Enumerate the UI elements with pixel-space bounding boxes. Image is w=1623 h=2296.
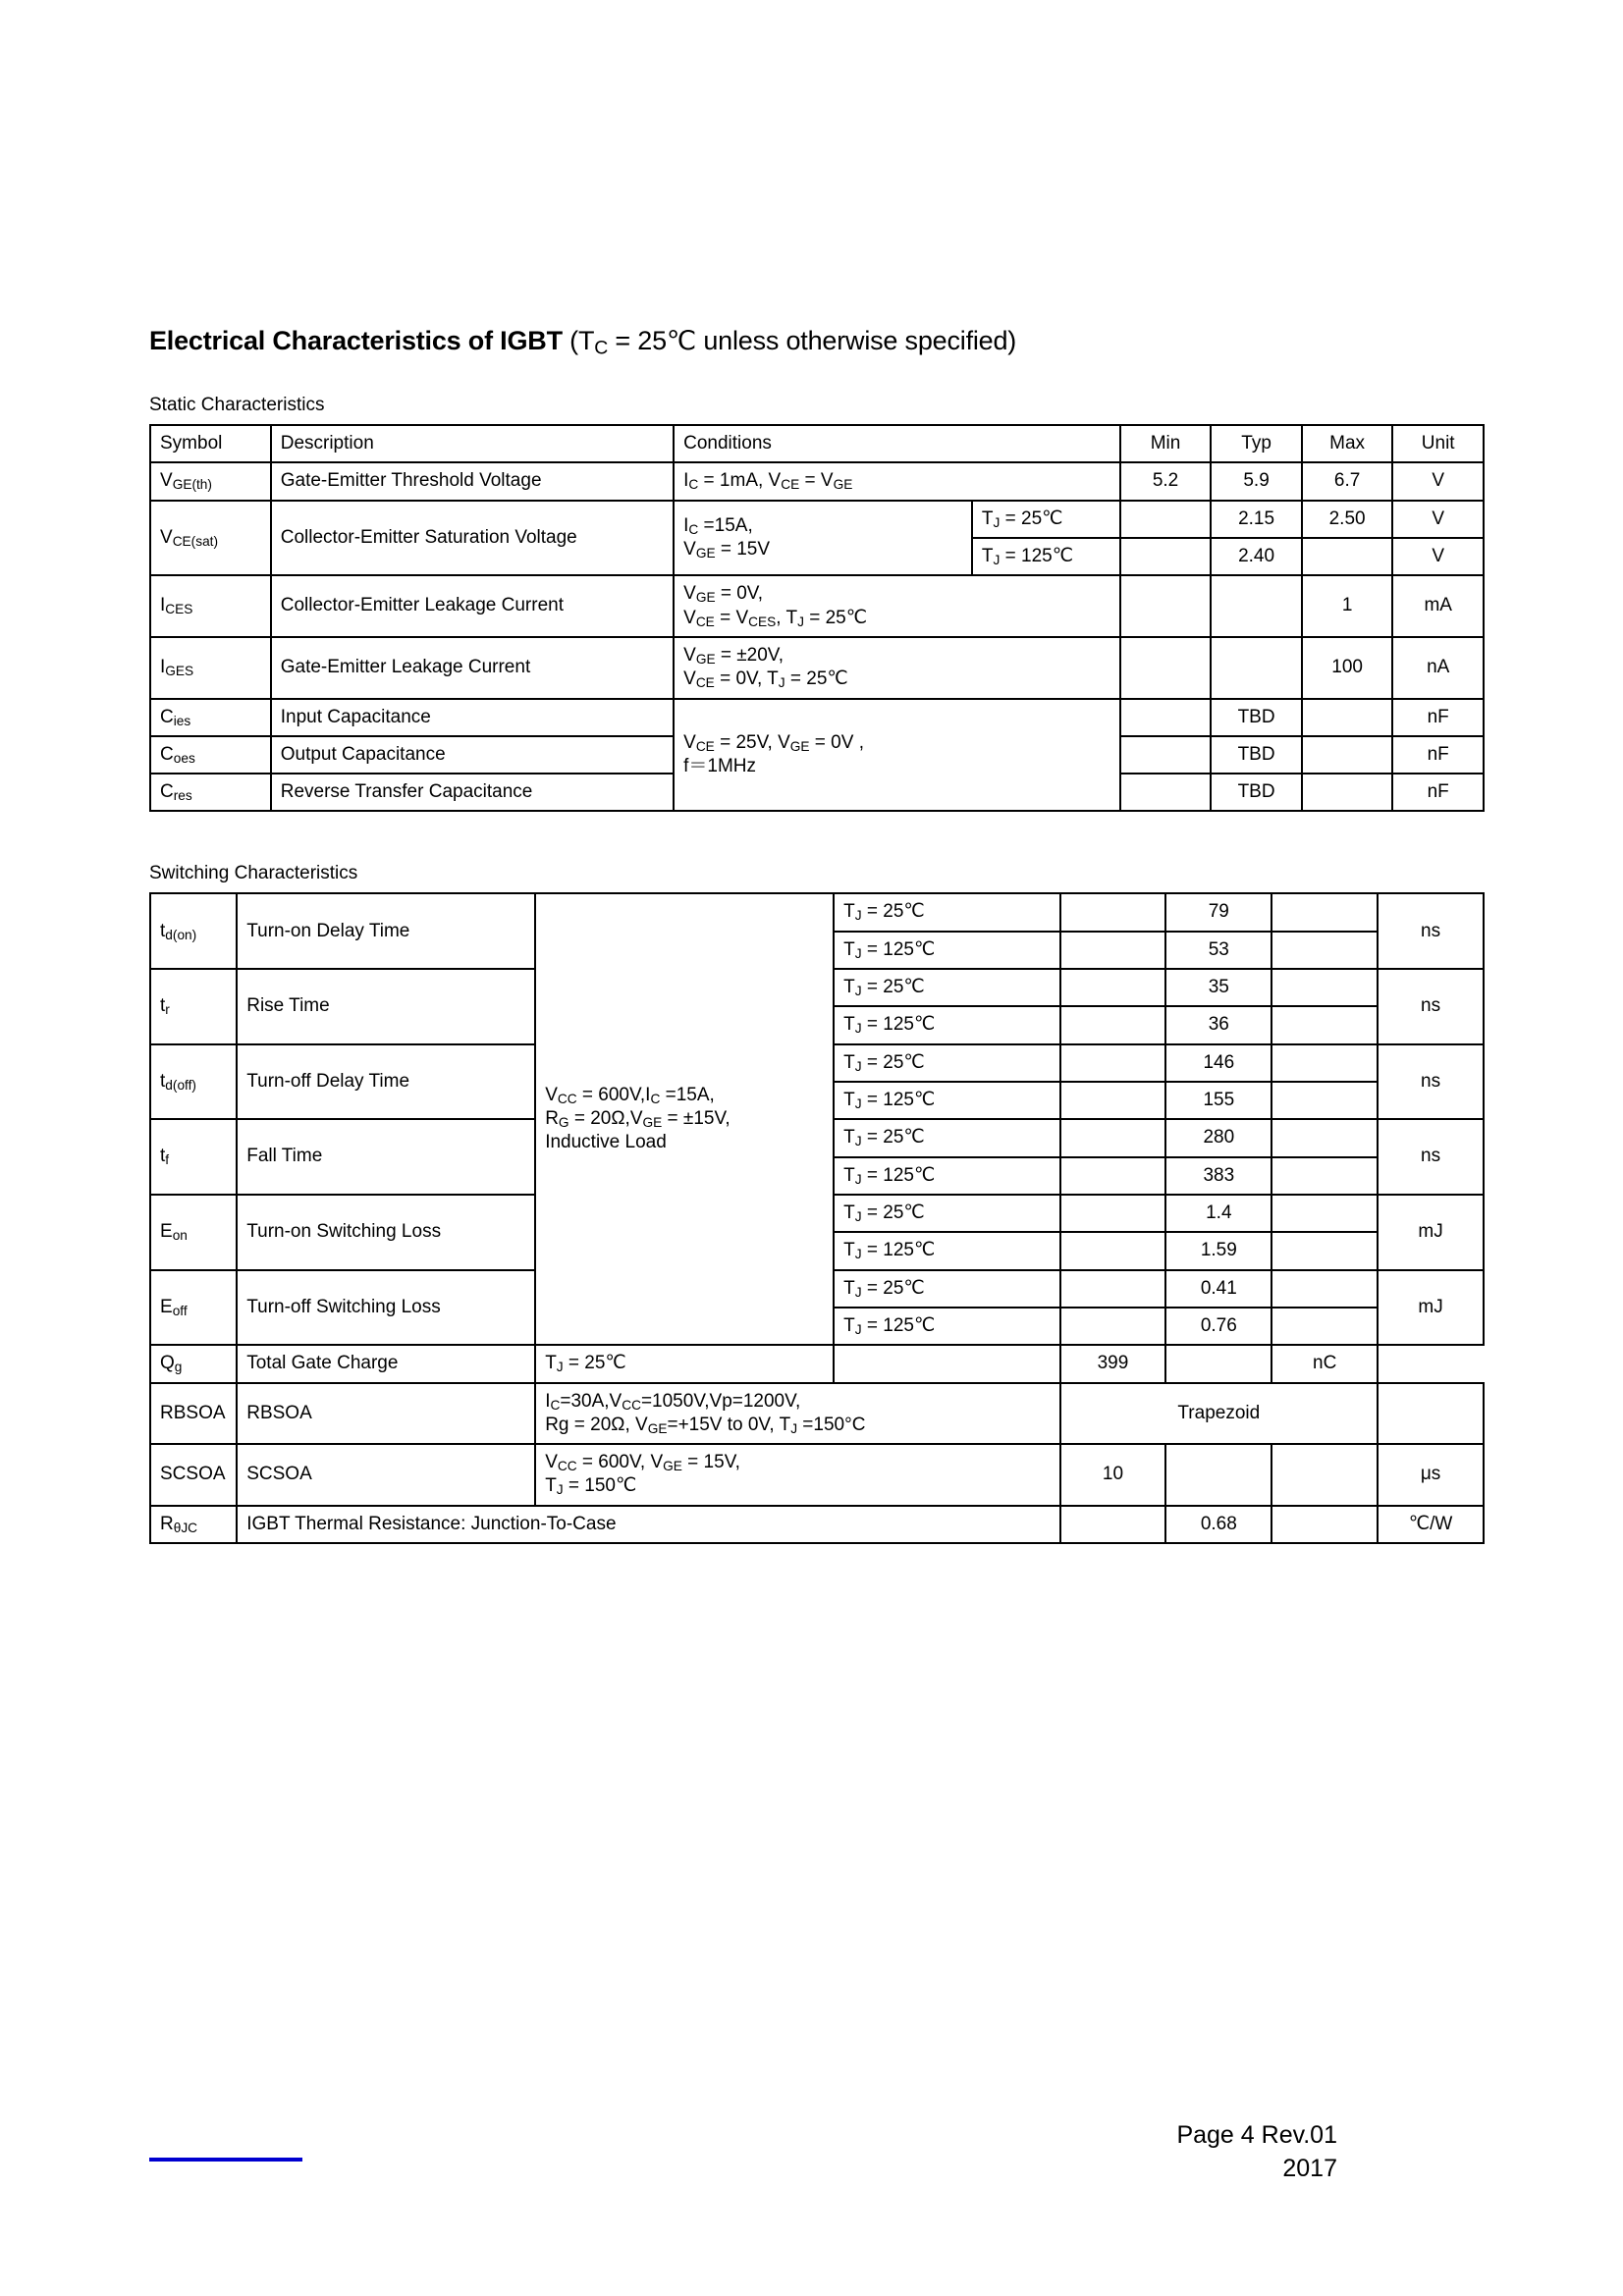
row-description: RBSOA xyxy=(237,1383,535,1445)
row-conditions: $V_{GE} = 0V$, $V_{CE} = V_{CES}$, $T_J$ = 25℃ xyxy=(674,575,1120,637)
header-description: Description xyxy=(271,425,674,462)
row-temperature-condition: $T_J$ = 125℃ xyxy=(834,1006,1059,1043)
row-typ: 79 xyxy=(1165,893,1271,931)
row-max xyxy=(1302,774,1393,811)
row-symbol: $t_{d(off)}$ xyxy=(150,1044,237,1120)
row-temperature-condition: $T_J$ = 25℃ xyxy=(834,1044,1059,1082)
row-min xyxy=(1060,1506,1166,1543)
row-conditions: $I_C = 1mA$, $V_{CE} = V_{GE}$ xyxy=(674,462,1120,500)
row-symbol: $I_{CES}$ xyxy=(150,575,271,637)
header-conditions: Conditions xyxy=(674,425,1120,462)
row-unit: nF xyxy=(1392,699,1484,736)
row-temperature-condition: $T_J$ = 125℃ xyxy=(834,1232,1059,1269)
row-max xyxy=(1271,1082,1378,1119)
row-temperature-condition: $T_J$ = 125℃ xyxy=(834,932,1059,969)
row-typ: 0.68 xyxy=(1165,1506,1271,1543)
row-unit: V xyxy=(1392,501,1484,538)
row-min xyxy=(1060,1308,1166,1345)
row-max xyxy=(1271,1308,1378,1345)
row-temperature-condition: $T_J$ = 125℃ xyxy=(972,538,1120,575)
row-description: Rise Time xyxy=(237,969,535,1044)
row-typ: 36 xyxy=(1165,1006,1271,1043)
row-min xyxy=(834,1345,1059,1382)
table-row xyxy=(150,1444,1484,1506)
row-min xyxy=(1060,932,1166,969)
row-typ: 2.15 xyxy=(1211,501,1302,538)
row-min xyxy=(1060,1082,1166,1119)
row-unit: V xyxy=(1392,462,1484,500)
row-min: 5.2 xyxy=(1120,462,1212,500)
row-temperature-condition: $T_J$ = 25℃ xyxy=(535,1345,834,1382)
row-max: 2.50 xyxy=(1302,501,1393,538)
row-max xyxy=(1271,1232,1378,1269)
row-temperature-condition: $T_J$ = 25℃ xyxy=(834,1119,1059,1156)
row-symbol: $R_{\theta JC}$ xyxy=(150,1506,237,1543)
row-max xyxy=(1271,1119,1378,1156)
row-description: Collector-Emitter Saturation Voltage xyxy=(271,501,674,576)
row-description: Turn-off Delay Time xyxy=(237,1044,535,1120)
row-min xyxy=(1060,1270,1166,1308)
row-min xyxy=(1060,1044,1166,1082)
row-temperature-condition: $T_J$ = 125℃ xyxy=(834,1308,1059,1345)
row-conditions: $I_C=30A,V_{CC}=1050V,Vp=1200V$, Rg = 20Ω, $V_{GE}=+15V$ to 0V, $T_J =150^\circ C$ xyxy=(535,1383,1059,1445)
page-title-rest: ($T_C$ = 25℃ unless otherwise specified) xyxy=(562,326,1017,359)
table-row xyxy=(150,501,1484,538)
row-max xyxy=(1302,736,1393,774)
row-max xyxy=(1302,538,1393,575)
switching-characteristics-caption: Switching Characteristics xyxy=(149,863,358,884)
row-description: Gate-Emitter Leakage Current xyxy=(271,637,674,699)
row-temperature-condition: $T_J$ = 125℃ xyxy=(834,1082,1059,1119)
table-row xyxy=(150,1506,1484,1543)
row-description: Reverse Transfer Capacitance xyxy=(271,774,674,811)
row-min xyxy=(1120,736,1212,774)
switching-conditions: $V_{CC} = 600V,I_C =15A$, $R_G = 20\Omega,V_{GE} = \pm 15V$, Inductive Load xyxy=(535,893,834,1345)
row-unit: V xyxy=(1392,538,1484,575)
row-unit: nF xyxy=(1392,736,1484,774)
footer-hyperlink[interactable] xyxy=(149,2158,302,2162)
static-characteristics-caption: Static Characteristics xyxy=(149,395,325,415)
row-min xyxy=(1120,501,1212,538)
footer-year: 2017 xyxy=(1282,2155,1337,2182)
row-max xyxy=(1271,1044,1378,1082)
row-unit: mA xyxy=(1392,575,1484,637)
table-row xyxy=(150,699,1484,736)
row-typ: TBD xyxy=(1211,699,1302,736)
row-max xyxy=(1271,1195,1378,1232)
row-description: Gate-Emitter Threshold Voltage xyxy=(271,462,674,500)
row-typ: 1.59 xyxy=(1165,1232,1271,1269)
row-typ: 155 xyxy=(1165,1082,1271,1119)
row-symbol: $t_{d(on)}$ xyxy=(150,893,237,969)
row-max xyxy=(1271,1157,1378,1195)
row-typ xyxy=(1211,575,1302,637)
row-description: Total Gate Charge xyxy=(237,1345,535,1382)
row-temperature-condition: $T_J$ = 25℃ xyxy=(834,1195,1059,1232)
header-max: Max xyxy=(1302,425,1393,462)
row-unit: nA xyxy=(1392,637,1484,699)
page-title-bold: Electrical Characteristics of IGBT xyxy=(149,326,563,355)
row-symbol: $V_{CE(sat)}$ xyxy=(150,501,271,576)
row-unit: μs xyxy=(1378,1444,1484,1506)
table-row xyxy=(150,1383,1484,1445)
row-max xyxy=(1302,699,1393,736)
row-description: Fall Time xyxy=(237,1119,535,1195)
row-symbol: $t_f$ xyxy=(150,1119,237,1195)
row-unit: mJ xyxy=(1378,1270,1484,1346)
row-typ: 0.76 xyxy=(1165,1308,1271,1345)
row-conditions: $V_{CC} = 600V$, $V_{GE} = 15V$, $T_J$ = 150℃ xyxy=(535,1444,1059,1506)
row-description: Turn-off Switching Loss xyxy=(237,1270,535,1346)
row-description: IGBT Thermal Resistance: Junction-To-Case xyxy=(237,1506,1059,1543)
header-unit: Unit xyxy=(1392,425,1484,462)
row-symbol: $Q_g$ xyxy=(150,1345,237,1382)
header-symbol: Symbol xyxy=(150,425,271,462)
row-min xyxy=(1060,1195,1166,1232)
row-max xyxy=(1165,1345,1271,1382)
row-conditions: $I_C =15A$, $V_{GE} = 15V$ xyxy=(674,501,972,576)
table-row xyxy=(150,893,1484,931)
row-description: Collector-Emitter Leakage Current xyxy=(271,575,674,637)
row-typ: 5.9 xyxy=(1211,462,1302,500)
row-symbol: $C_{res}$ xyxy=(150,774,271,811)
table-row xyxy=(150,462,1484,500)
switching-characteristics-table xyxy=(149,892,1485,1544)
row-unit: ns xyxy=(1378,969,1484,1044)
row-max xyxy=(1271,932,1378,969)
row-max: 1 xyxy=(1302,575,1393,637)
page-footer xyxy=(149,2081,1485,2218)
row-min xyxy=(1060,1157,1166,1195)
table-row xyxy=(150,575,1484,637)
header-min: Min xyxy=(1120,425,1212,462)
row-max xyxy=(1271,969,1378,1006)
row-typ: 399 xyxy=(1060,1345,1166,1382)
header-typ: Typ xyxy=(1211,425,1302,462)
row-conditions: $V_{GE} = \pm 20V$, $V_{CE} = 0V$, $T_J$ = 25℃ xyxy=(674,637,1120,699)
row-description: Output Capacitance xyxy=(271,736,674,774)
page-content xyxy=(149,324,1485,2182)
row-typ: 1.4 xyxy=(1165,1195,1271,1232)
row-typ: 146 xyxy=(1165,1044,1271,1082)
row-typ: 35 xyxy=(1165,969,1271,1006)
row-unit xyxy=(1378,1383,1484,1445)
static-characteristics-table xyxy=(149,424,1485,812)
row-typ: 383 xyxy=(1165,1157,1271,1195)
row-description: Turn-on Delay Time xyxy=(237,893,535,969)
row-max xyxy=(1271,1006,1378,1043)
row-min xyxy=(1060,1119,1166,1156)
row-unit: ns xyxy=(1378,1119,1484,1195)
row-typ: TBD xyxy=(1211,736,1302,774)
row-temperature-condition: $T_J$ = 25℃ xyxy=(834,893,1059,931)
page-revision-text: Page 4 Rev.01 xyxy=(1176,2121,1337,2149)
row-min xyxy=(1060,969,1166,1006)
row-temperature-condition: $T_J$ = 125℃ xyxy=(834,1157,1059,1195)
row-typ: 0.41 xyxy=(1165,1270,1271,1308)
row-temperature-condition: $T_J$ = 25℃ xyxy=(972,501,1120,538)
row-temperature-condition: $T_J$ = 25℃ xyxy=(834,969,1059,1006)
row-description: Input Capacitance xyxy=(271,699,674,736)
row-unit: ns xyxy=(1378,1044,1484,1120)
row-typ xyxy=(1165,1444,1271,1506)
row-description: SCSOA xyxy=(237,1444,535,1506)
row-symbol: $I_{GES}$ xyxy=(150,637,271,699)
row-symbol: $t_r$ xyxy=(150,969,237,1044)
row-unit: nF xyxy=(1392,774,1484,811)
row-typ: TBD xyxy=(1211,774,1302,811)
row-symbol: $V_{GE(th)}$ xyxy=(150,462,271,500)
row-description: Turn-on Switching Loss xyxy=(237,1195,535,1270)
row-max xyxy=(1271,1444,1378,1506)
row-symbol: $E_{on}$ xyxy=(150,1195,237,1270)
row-min xyxy=(1120,637,1212,699)
row-min xyxy=(1060,1006,1166,1043)
row-symbol: SCSOA xyxy=(150,1444,237,1506)
row-unit: mJ xyxy=(1378,1195,1484,1270)
table-row xyxy=(150,637,1484,699)
row-max: 100 xyxy=(1302,637,1393,699)
page-title xyxy=(149,324,1485,357)
row-typ: 280 xyxy=(1165,1119,1271,1156)
row-min xyxy=(1060,1232,1166,1269)
row-max xyxy=(1271,1270,1378,1308)
row-unit: ns xyxy=(1378,893,1484,969)
row-min xyxy=(1120,774,1212,811)
row-unit: ℃/W xyxy=(1378,1506,1484,1543)
row-max xyxy=(1271,1506,1378,1543)
row-min xyxy=(1120,575,1212,637)
row-symbol: $C_{oes}$ xyxy=(150,736,271,774)
row-min xyxy=(1120,538,1212,575)
row-value: Trapezoid xyxy=(1060,1383,1379,1445)
table-header-row xyxy=(150,425,1484,462)
footer-page-info xyxy=(1176,2118,1337,2185)
row-typ: 2.40 xyxy=(1211,538,1302,575)
row-unit: nC xyxy=(1271,1345,1378,1382)
row-min xyxy=(1060,893,1166,931)
table-row xyxy=(150,1345,1484,1382)
row-symbol: $E_{off}$ xyxy=(150,1270,237,1346)
section-gap xyxy=(149,812,1485,863)
row-symbol: $C_{ies}$ xyxy=(150,699,271,736)
row-max xyxy=(1271,893,1378,931)
row-typ: 53 xyxy=(1165,932,1271,969)
row-typ xyxy=(1211,637,1302,699)
row-max: 6.7 xyxy=(1302,462,1393,500)
capacitance-conditions: $V_{CE} = 25V$, $V_{GE} = 0V$ , f＝1MHz xyxy=(674,699,1120,812)
row-min xyxy=(1120,699,1212,736)
row-symbol: RBSOA xyxy=(150,1383,237,1445)
row-temperature-condition: $T_J$ = 25℃ xyxy=(834,1270,1059,1308)
row-min: 10 xyxy=(1060,1444,1166,1506)
